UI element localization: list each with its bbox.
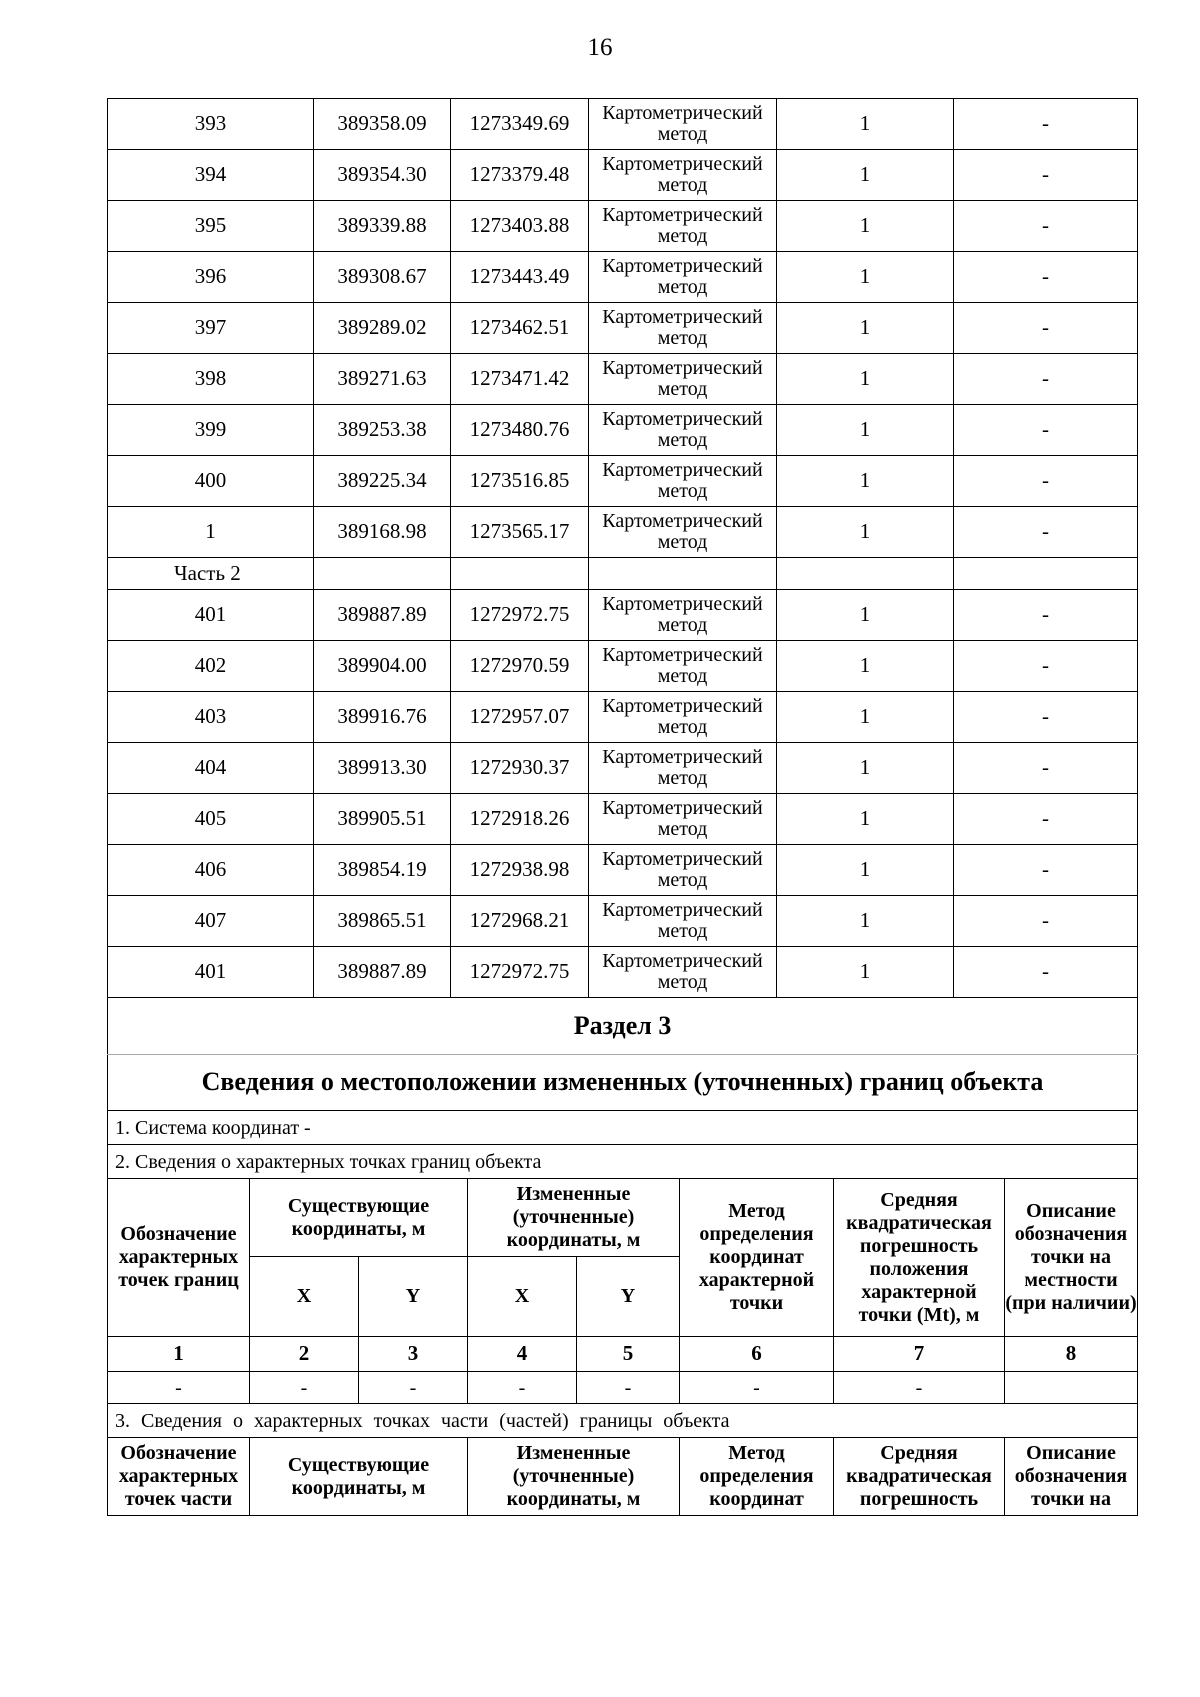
- method-cell: Картометрический метод: [589, 354, 777, 405]
- method-cell: Картометрический метод: [589, 692, 777, 743]
- mt-value-cell: 1: [777, 150, 954, 201]
- coord-row: [108, 743, 1138, 794]
- point-id-cell: 404: [108, 743, 314, 794]
- mt-value-cell: 1: [777, 354, 954, 405]
- description-cell: -: [954, 590, 1138, 641]
- method-cell: Картометрический метод: [589, 507, 777, 558]
- point-id-cell: 402: [108, 641, 314, 692]
- description-cell: -: [954, 405, 1138, 456]
- coord-row: [108, 150, 1138, 201]
- x-coord-cell: 389913.30: [314, 743, 451, 794]
- y-coord-cell: 1272938.98: [451, 845, 589, 896]
- points-heading: 2. Сведения о характерных точках границ объекта: [108, 1145, 1138, 1179]
- x-coord-cell: 389168.98: [314, 507, 451, 558]
- col-number: 3: [359, 1337, 468, 1372]
- coord-row: [108, 641, 1138, 692]
- dash-cell: -: [577, 1372, 680, 1404]
- method-cell: Картометрический метод: [589, 947, 777, 998]
- mt-value-cell: 1: [777, 947, 954, 998]
- y-coord-cell: 1272930.37: [451, 743, 589, 794]
- mt-value-cell: 1: [777, 201, 954, 252]
- coord-row: [108, 947, 1138, 998]
- method-cell: Картометрический метод: [589, 405, 777, 456]
- description-cell: -: [954, 507, 1138, 558]
- point-id-cell: 403: [108, 692, 314, 743]
- header-method: Метод определения координат характерной точки: [680, 1179, 834, 1337]
- x-coord-cell: 389916.76: [314, 692, 451, 743]
- col-number: 7: [834, 1337, 1005, 1372]
- mt-value-cell: 1: [777, 252, 954, 303]
- part-label: Часть 2: [108, 558, 314, 590]
- section-subtitle: Сведения о местоположении измененных (уточненных) границ объекта: [108, 1055, 1138, 1111]
- point-id-cell: 401: [108, 947, 314, 998]
- coord-row: [108, 252, 1138, 303]
- method-cell: Картометрический метод: [589, 794, 777, 845]
- point-id-cell: 406: [108, 845, 314, 896]
- description-cell: -: [954, 845, 1138, 896]
- header-y: Y: [577, 1257, 680, 1337]
- x-coord-cell: 389887.89: [314, 590, 451, 641]
- part-row: [108, 558, 1138, 590]
- description-cell: -: [954, 743, 1138, 794]
- page-number: 16: [587, 34, 613, 61]
- point-id-cell: 396: [108, 252, 314, 303]
- x-coord-cell: 389358.09: [314, 99, 451, 150]
- dash-cell: -: [834, 1372, 1005, 1404]
- description-cell: -: [954, 201, 1138, 252]
- parts-heading: 3. Сведения о характерных точках части (частей) границы объекта: [108, 1404, 1138, 1438]
- col-number: 4: [468, 1337, 577, 1372]
- mt-value-cell: 1: [777, 590, 954, 641]
- y-coord-cell: 1273480.76: [451, 405, 589, 456]
- empty-data-row: [108, 1372, 1138, 1404]
- x-coord-cell: 389339.88: [314, 201, 451, 252]
- point-id-cell: 395: [108, 201, 314, 252]
- y-coord-cell: 1273379.48: [451, 150, 589, 201]
- point-id-cell: 407: [108, 896, 314, 947]
- method-cell: Картометрический метод: [589, 252, 777, 303]
- header-y: Y: [359, 1257, 468, 1337]
- x-coord-cell: 389289.02: [314, 303, 451, 354]
- y-coord-cell: 1272968.21: [451, 896, 589, 947]
- col-number: 6: [680, 1337, 834, 1372]
- section3-table: [107, 997, 1138, 1516]
- y-coord-cell: 1273565.17: [451, 507, 589, 558]
- mt-value-cell: 1: [777, 99, 954, 150]
- description-cell: -: [954, 150, 1138, 201]
- method-cell: Картометрический метод: [589, 303, 777, 354]
- header-changed-coords: Измененные (уточненные) координаты, м: [468, 1179, 680, 1257]
- description-cell: -: [954, 303, 1138, 354]
- point-id-cell: 397: [108, 303, 314, 354]
- mt-value-cell: 1: [777, 641, 954, 692]
- x-coord-cell: 389854.19: [314, 845, 451, 896]
- method-cell: Картометрический метод: [589, 590, 777, 641]
- y-coord-cell: 1273403.88: [451, 201, 589, 252]
- coord-system-line: 1. Система координат -: [108, 1111, 1138, 1145]
- description-cell: -: [954, 252, 1138, 303]
- mt-value-cell: 1: [777, 405, 954, 456]
- method-cell: Картометрический метод: [589, 456, 777, 507]
- mt-value-cell: 1: [777, 896, 954, 947]
- col-number: 5: [577, 1337, 680, 1372]
- x-coord-cell: 389865.51: [314, 896, 451, 947]
- method-cell: Картометрический метод: [589, 150, 777, 201]
- x-coord-cell: 389253.38: [314, 405, 451, 456]
- header2-existing-coords: Существующие координаты, м: [250, 1438, 468, 1516]
- coord-row: [108, 405, 1138, 456]
- point-id-cell: 398: [108, 354, 314, 405]
- x-coord-cell: 389904.00: [314, 641, 451, 692]
- x-coord-cell: 389271.63: [314, 354, 451, 405]
- col-number: 1: [108, 1337, 250, 1372]
- point-id-cell: 1: [108, 507, 314, 558]
- header-description: Описание обозначения точки на местности (при наличии): [1005, 1179, 1138, 1337]
- header2-point-designation: Обозначение характерных точек части: [108, 1438, 250, 1516]
- description-cell: -: [954, 641, 1138, 692]
- coord-row: [108, 201, 1138, 252]
- method-cell: Картометрический метод: [589, 845, 777, 896]
- x-coord-cell: 389308.67: [314, 252, 451, 303]
- description-cell: -: [954, 794, 1138, 845]
- coord-row: [108, 99, 1138, 150]
- dash-cell: [1005, 1372, 1138, 1404]
- description-cell: -: [954, 692, 1138, 743]
- dash-cell: -: [359, 1372, 468, 1404]
- x-coord-cell: 389225.34: [314, 456, 451, 507]
- mt-value-cell: 1: [777, 303, 954, 354]
- point-id-cell: 394: [108, 150, 314, 201]
- col-number: 2: [250, 1337, 359, 1372]
- header-error: Средняя квадратическая погрешность положения характерной точки (Mt), м: [834, 1179, 1005, 1337]
- point-id-cell: 401: [108, 590, 314, 641]
- section-title: Раздел 3: [108, 998, 1138, 1055]
- description-cell: -: [954, 99, 1138, 150]
- method-cell: Картометрический метод: [589, 201, 777, 252]
- y-coord-cell: 1272957.07: [451, 692, 589, 743]
- point-id-cell: 399: [108, 405, 314, 456]
- method-cell: Картометрический метод: [589, 99, 777, 150]
- header-existing-coords: Существующие координаты, м: [250, 1179, 468, 1257]
- dash-cell: -: [468, 1372, 577, 1404]
- point-id-cell: 400: [108, 456, 314, 507]
- y-coord-cell: 1273462.51: [451, 303, 589, 354]
- point-id-cell: 393: [108, 99, 314, 150]
- header2-error: Средняя квадратическая погрешность: [834, 1438, 1005, 1516]
- description-cell: -: [954, 456, 1138, 507]
- coord-row: [108, 692, 1138, 743]
- description-cell: -: [954, 354, 1138, 405]
- header2-description: Описание обозначения точки на: [1005, 1438, 1138, 1516]
- column-numbers-row: [108, 1337, 1138, 1372]
- x-coord-cell: 389887.89: [314, 947, 451, 998]
- col-number: 8: [1005, 1337, 1138, 1372]
- x-coord-cell: 389905.51: [314, 794, 451, 845]
- coord-row: [108, 354, 1138, 405]
- coordinates-table: [107, 98, 1138, 998]
- coord-row: [108, 590, 1138, 641]
- coord-row: [108, 896, 1138, 947]
- y-coord-cell: 1272970.59: [451, 641, 589, 692]
- y-coord-cell: 1273516.85: [451, 456, 589, 507]
- description-cell: -: [954, 947, 1138, 998]
- dash-cell: -: [250, 1372, 359, 1404]
- y-coord-cell: 1273349.69: [451, 99, 589, 150]
- mt-value-cell: 1: [777, 692, 954, 743]
- y-coord-cell: 1273471.42: [451, 354, 589, 405]
- mt-value-cell: 1: [777, 794, 954, 845]
- header-x: X: [250, 1257, 359, 1337]
- y-coord-cell: 1273443.49: [451, 252, 589, 303]
- method-cell: Картометрический метод: [589, 743, 777, 794]
- coord-row: [108, 507, 1138, 558]
- x-coord-cell: 389354.30: [314, 150, 451, 201]
- y-coord-cell: 1272972.75: [451, 947, 589, 998]
- mt-value-cell: 1: [777, 507, 954, 558]
- coord-row: [108, 456, 1138, 507]
- description-cell: -: [954, 896, 1138, 947]
- header2-method: Метод определения координат: [680, 1438, 834, 1516]
- header-point-designation: Обозначение характерных точек границ: [108, 1179, 250, 1337]
- mt-value-cell: 1: [777, 456, 954, 507]
- y-coord-cell: 1272918.26: [451, 794, 589, 845]
- method-cell: Картометрический метод: [589, 641, 777, 692]
- header2-changed-coords: Измененные (уточненные) координаты, м: [468, 1438, 680, 1516]
- mt-value-cell: 1: [777, 845, 954, 896]
- point-id-cell: 405: [108, 794, 314, 845]
- coord-row: [108, 794, 1138, 845]
- method-cell: Картометрический метод: [589, 896, 777, 947]
- dash-cell: -: [680, 1372, 834, 1404]
- header-x: X: [468, 1257, 577, 1337]
- coord-row: [108, 303, 1138, 354]
- dash-cell: -: [108, 1372, 250, 1404]
- y-coord-cell: 1272972.75: [451, 590, 589, 641]
- coord-row: [108, 845, 1138, 896]
- mt-value-cell: 1: [777, 743, 954, 794]
